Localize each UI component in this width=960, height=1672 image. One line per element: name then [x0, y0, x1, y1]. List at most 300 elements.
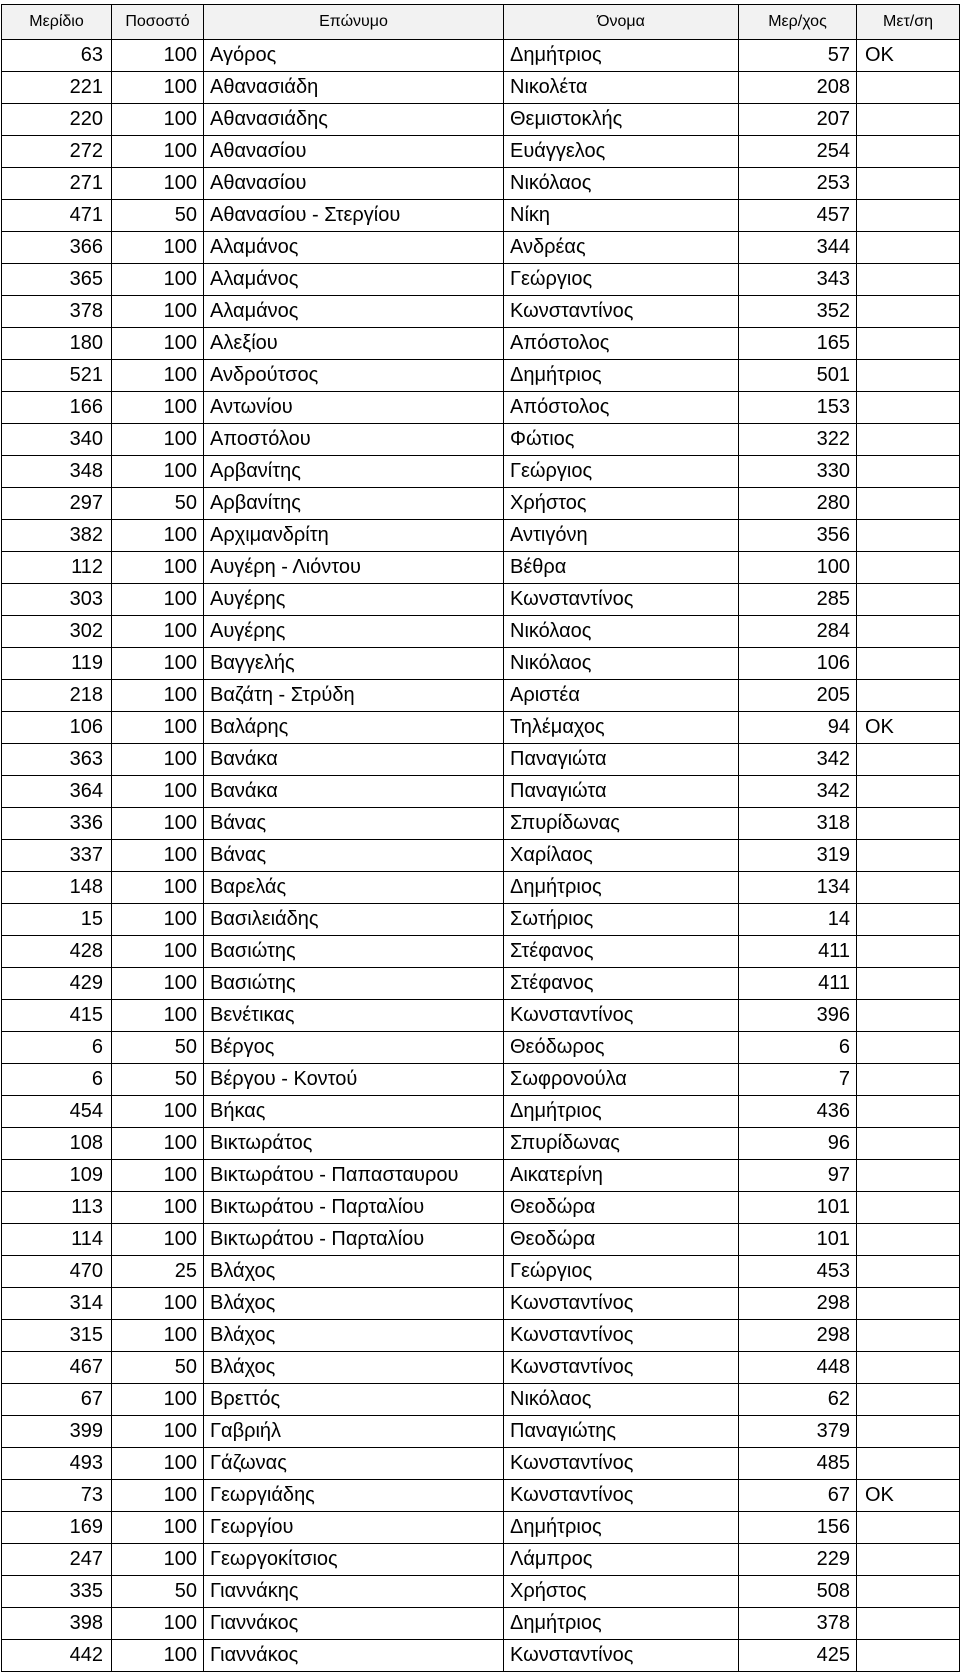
surname-cell: Βικτωράτου - Παρταλίου [204, 1192, 504, 1224]
table-row [2, 776, 960, 808]
share-cell: 364 [2, 776, 112, 808]
first-name-cell: Κωνσταντίνος [504, 1288, 739, 1320]
shareholder-id-cell: 322 [739, 424, 857, 456]
share-cell: 302 [2, 616, 112, 648]
first-name-cell: Κωνσταντίνος [504, 1000, 739, 1032]
percentage-cell: 100 [112, 1480, 204, 1512]
shareholder-id-cell: 284 [739, 616, 857, 648]
percentage-cell: 25 [112, 1256, 204, 1288]
percentage-cell: 100 [112, 40, 204, 72]
surname-cell: Βαγγελής [204, 648, 504, 680]
surname-cell: Βλάχος [204, 1256, 504, 1288]
share-cell: 336 [2, 808, 112, 840]
table-row [2, 200, 960, 232]
table-header-row [2, 5, 960, 40]
percentage-cell: 100 [112, 1544, 204, 1576]
surname-cell: Βικτωράτος [204, 1128, 504, 1160]
share-cell: 297 [2, 488, 112, 520]
table-row [2, 104, 960, 136]
share-cell: 470 [2, 1256, 112, 1288]
shareholder-id-cell: 485 [739, 1448, 857, 1480]
transfer-cell [857, 680, 960, 712]
share-cell: 271 [2, 168, 112, 200]
first-name-cell: Βέθρα [504, 552, 739, 584]
share-cell: 315 [2, 1320, 112, 1352]
shareholder-id-cell: 285 [739, 584, 857, 616]
first-name-cell: Χρήστος [504, 1576, 739, 1608]
surname-cell: Αθανασίου [204, 168, 504, 200]
surname-cell: Βλάχος [204, 1320, 504, 1352]
percentage-cell: 50 [112, 1352, 204, 1384]
transfer-cell [857, 1096, 960, 1128]
header-share: Μερίδιο [2, 5, 112, 40]
share-cell: 6 [2, 1064, 112, 1096]
first-name-cell: Σωτήριος [504, 904, 739, 936]
share-cell: 166 [2, 392, 112, 424]
percentage-cell: 100 [112, 1512, 204, 1544]
share-cell: 220 [2, 104, 112, 136]
percentage-cell: 100 [112, 232, 204, 264]
transfer-cell [857, 360, 960, 392]
percentage-cell: 50 [112, 1064, 204, 1096]
shareholder-id-cell: 378 [739, 1608, 857, 1640]
first-name-cell: Παναγιώτα [504, 776, 739, 808]
surname-cell: Βρεττός [204, 1384, 504, 1416]
transfer-cell [857, 232, 960, 264]
first-name-cell: Νικόλαος [504, 168, 739, 200]
shareholder-id-cell: 62 [739, 1384, 857, 1416]
transfer-cell [857, 1160, 960, 1192]
percentage-cell: 50 [112, 1576, 204, 1608]
shareholder-id-cell: 396 [739, 1000, 857, 1032]
percentage-cell: 100 [112, 424, 204, 456]
transfer-cell [857, 776, 960, 808]
shareholder-id-cell: 508 [739, 1576, 857, 1608]
transfer-cell [857, 488, 960, 520]
table-row [2, 1128, 960, 1160]
table-row [2, 1224, 960, 1256]
transfer-cell [857, 328, 960, 360]
percentage-cell: 100 [112, 808, 204, 840]
transfer-cell [857, 72, 960, 104]
percentage-cell: 100 [112, 1640, 204, 1672]
table-row [2, 1576, 960, 1608]
surname-cell: Αλαμάνος [204, 232, 504, 264]
percentage-cell: 100 [112, 392, 204, 424]
surname-cell: Γεωργοκίτσιος [204, 1544, 504, 1576]
surname-cell: Αγόρος [204, 40, 504, 72]
first-name-cell: Αικατερίνη [504, 1160, 739, 1192]
table-row [2, 680, 960, 712]
first-name-cell: Δημήτριος [504, 1608, 739, 1640]
first-name-cell: Δημήτριος [504, 1512, 739, 1544]
shareholder-id-cell: 379 [739, 1416, 857, 1448]
first-name-cell: Νικόλαος [504, 616, 739, 648]
shareholder-id-cell: 208 [739, 72, 857, 104]
percentage-cell: 100 [112, 584, 204, 616]
share-cell: 365 [2, 264, 112, 296]
first-name-cell: Κωνσταντίνος [504, 296, 739, 328]
shareholder-id-cell: 318 [739, 808, 857, 840]
table-row [2, 968, 960, 1000]
surname-cell: Βανάκα [204, 744, 504, 776]
percentage-cell: 100 [112, 328, 204, 360]
share-cell: 221 [2, 72, 112, 104]
table-row [2, 648, 960, 680]
table-row [2, 1640, 960, 1672]
table-row [2, 936, 960, 968]
table-body [2, 40, 960, 1672]
table-row [2, 328, 960, 360]
table-row [2, 1608, 960, 1640]
first-name-cell: Δημήτριος [504, 872, 739, 904]
first-name-cell: Κωνσταντίνος [504, 1448, 739, 1480]
share-cell: 340 [2, 424, 112, 456]
first-name-cell: Τηλέμαχος [504, 712, 739, 744]
table-row [2, 584, 960, 616]
first-name-cell: Γεώργιος [504, 264, 739, 296]
first-name-cell: Δημήτριος [504, 40, 739, 72]
surname-cell: Αλαμάνος [204, 264, 504, 296]
surname-cell: Βαλάρης [204, 712, 504, 744]
percentage-cell: 100 [112, 1192, 204, 1224]
transfer-cell [857, 1064, 960, 1096]
surname-cell: Αθανασιάδη [204, 72, 504, 104]
surname-cell: Αθανασιάδης [204, 104, 504, 136]
surname-cell: Βικτωράτου - Παρταλίου [204, 1224, 504, 1256]
surname-cell: Βασιώτης [204, 968, 504, 1000]
percentage-cell: 100 [112, 1160, 204, 1192]
shareholder-id-cell: 343 [739, 264, 857, 296]
percentage-cell: 100 [112, 296, 204, 328]
transfer-cell [857, 744, 960, 776]
shareholder-id-cell: 156 [739, 1512, 857, 1544]
shareholder-id-cell: 7 [739, 1064, 857, 1096]
transfer-cell [857, 1512, 960, 1544]
percentage-cell: 100 [112, 680, 204, 712]
share-cell: 493 [2, 1448, 112, 1480]
header-first-name: Όνομα [504, 5, 739, 40]
percentage-cell: 100 [112, 136, 204, 168]
transfer-cell [857, 1000, 960, 1032]
surname-cell: Βάνας [204, 808, 504, 840]
transfer-cell [857, 872, 960, 904]
surname-cell: Βικτωράτου - Παπασταυρου [204, 1160, 504, 1192]
transfer-cell [857, 456, 960, 488]
shareholder-id-cell: 342 [739, 744, 857, 776]
percentage-cell: 100 [112, 168, 204, 200]
percentage-cell: 50 [112, 1032, 204, 1064]
table-row [2, 1000, 960, 1032]
shareholder-id-cell: 298 [739, 1320, 857, 1352]
share-cell: 169 [2, 1512, 112, 1544]
first-name-cell: Γεώργιος [504, 1256, 739, 1288]
first-name-cell: Νικόλαος [504, 1384, 739, 1416]
surname-cell: Βασιώτης [204, 936, 504, 968]
first-name-cell: Στέφανος [504, 936, 739, 968]
transfer-cell: OK [857, 40, 960, 72]
shareholder-id-cell: 96 [739, 1128, 857, 1160]
first-name-cell: Ανδρέας [504, 232, 739, 264]
shareholders-table [1, 4, 960, 1672]
transfer-cell [857, 104, 960, 136]
percentage-cell: 100 [112, 904, 204, 936]
shareholder-id-cell: 101 [739, 1192, 857, 1224]
first-name-cell: Νικολέτα [504, 72, 739, 104]
transfer-cell [857, 904, 960, 936]
first-name-cell: Χαρίλαος [504, 840, 739, 872]
table-row [2, 296, 960, 328]
percentage-cell: 100 [112, 1384, 204, 1416]
table-row [2, 1480, 960, 1512]
table-row [2, 360, 960, 392]
share-cell: 15 [2, 904, 112, 936]
first-name-cell: Κωνσταντίνος [504, 584, 739, 616]
surname-cell: Βανάκα [204, 776, 504, 808]
share-cell: 398 [2, 1608, 112, 1640]
share-cell: 415 [2, 1000, 112, 1032]
table-row [2, 40, 960, 72]
transfer-cell [857, 1320, 960, 1352]
first-name-cell: Κωνσταντίνος [504, 1320, 739, 1352]
share-cell: 114 [2, 1224, 112, 1256]
table-row [2, 872, 960, 904]
percentage-cell: 100 [112, 1096, 204, 1128]
surname-cell: Βέργος [204, 1032, 504, 1064]
shareholder-id-cell: 501 [739, 360, 857, 392]
share-cell: 337 [2, 840, 112, 872]
transfer-cell [857, 552, 960, 584]
first-name-cell: Δημήτριος [504, 1096, 739, 1128]
first-name-cell: Ευάγγελος [504, 136, 739, 168]
first-name-cell: Θεμιστοκλής [504, 104, 739, 136]
share-cell: 428 [2, 936, 112, 968]
share-cell: 67 [2, 1384, 112, 1416]
transfer-cell: OK [857, 712, 960, 744]
percentage-cell: 100 [112, 1288, 204, 1320]
first-name-cell: Κωνσταντίνος [504, 1480, 739, 1512]
percentage-cell: 100 [112, 616, 204, 648]
share-cell: 442 [2, 1640, 112, 1672]
table-row [2, 72, 960, 104]
percentage-cell: 100 [112, 1608, 204, 1640]
shareholder-id-cell: 319 [739, 840, 857, 872]
transfer-cell [857, 1192, 960, 1224]
share-cell: 218 [2, 680, 112, 712]
first-name-cell: Θεοδώρα [504, 1224, 739, 1256]
transfer-cell [857, 392, 960, 424]
shareholder-id-cell: 411 [739, 936, 857, 968]
share-cell: 378 [2, 296, 112, 328]
header-transfer: Μετ/ση [857, 5, 960, 40]
table-row [2, 456, 960, 488]
percentage-cell: 100 [112, 72, 204, 104]
surname-cell: Βαρελάς [204, 872, 504, 904]
transfer-cell [857, 936, 960, 968]
transfer-cell [857, 424, 960, 456]
share-cell: 113 [2, 1192, 112, 1224]
transfer-cell [857, 1416, 960, 1448]
share-cell: 119 [2, 648, 112, 680]
shareholder-id-cell: 425 [739, 1640, 857, 1672]
table-row [2, 1384, 960, 1416]
surname-cell: Βασιλειάδης [204, 904, 504, 936]
table-row [2, 1544, 960, 1576]
table-row [2, 744, 960, 776]
first-name-cell: Αριστέα [504, 680, 739, 712]
first-name-cell: Γεώργιος [504, 456, 739, 488]
surname-cell: Γάζωνας [204, 1448, 504, 1480]
shareholder-id-cell: 101 [739, 1224, 857, 1256]
percentage-cell: 100 [112, 1448, 204, 1480]
table-row [2, 1512, 960, 1544]
first-name-cell: Απόστολος [504, 392, 739, 424]
shareholder-id-cell: 229 [739, 1544, 857, 1576]
percentage-cell: 100 [112, 264, 204, 296]
transfer-cell [857, 136, 960, 168]
percentage-cell: 100 [112, 552, 204, 584]
share-cell: 363 [2, 744, 112, 776]
transfer-cell: OK [857, 1480, 960, 1512]
surname-cell: Αυγέρης [204, 584, 504, 616]
transfer-cell [857, 1288, 960, 1320]
shareholder-id-cell: 298 [739, 1288, 857, 1320]
percentage-cell: 100 [112, 456, 204, 488]
first-name-cell: Θεόδωρος [504, 1032, 739, 1064]
surname-cell: Ανδρούτσος [204, 360, 504, 392]
shareholder-id-cell: 411 [739, 968, 857, 1000]
transfer-cell [857, 1576, 960, 1608]
table-row [2, 168, 960, 200]
surname-cell: Βήκας [204, 1096, 504, 1128]
header-percentage: Ποσοστό [112, 5, 204, 40]
percentage-cell: 100 [112, 360, 204, 392]
share-cell: 148 [2, 872, 112, 904]
surname-cell: Γιαννάκος [204, 1608, 504, 1640]
first-name-cell: Απόστολος [504, 328, 739, 360]
percentage-cell: 100 [112, 104, 204, 136]
shareholder-id-cell: 153 [739, 392, 857, 424]
surname-cell: Αποστόλου [204, 424, 504, 456]
surname-cell: Αυγέρης [204, 616, 504, 648]
percentage-cell: 100 [112, 648, 204, 680]
transfer-cell [857, 1608, 960, 1640]
first-name-cell: Κωνσταντίνος [504, 1640, 739, 1672]
table-row [2, 488, 960, 520]
table-row [2, 904, 960, 936]
share-cell: 180 [2, 328, 112, 360]
share-cell: 6 [2, 1032, 112, 1064]
surname-cell: Βάνας [204, 840, 504, 872]
shareholder-id-cell: 352 [739, 296, 857, 328]
transfer-cell [857, 168, 960, 200]
shareholder-id-cell: 67 [739, 1480, 857, 1512]
first-name-cell: Σωφρονούλα [504, 1064, 739, 1096]
transfer-cell [857, 200, 960, 232]
share-cell: 112 [2, 552, 112, 584]
shareholder-id-cell: 14 [739, 904, 857, 936]
table-row [2, 1288, 960, 1320]
share-cell: 303 [2, 584, 112, 616]
surname-cell: Αλεξίου [204, 328, 504, 360]
first-name-cell: Κωνσταντίνος [504, 1352, 739, 1384]
transfer-cell [857, 840, 960, 872]
first-name-cell: Σπυρίδωνας [504, 808, 739, 840]
table-row [2, 1448, 960, 1480]
table-row [2, 808, 960, 840]
table-row [2, 616, 960, 648]
surname-cell: Αθανασίου - Στεργίου [204, 200, 504, 232]
table-row [2, 552, 960, 584]
share-cell: 63 [2, 40, 112, 72]
percentage-cell: 100 [112, 936, 204, 968]
shareholder-id-cell: 134 [739, 872, 857, 904]
surname-cell: Βαζάτη - Στρύδη [204, 680, 504, 712]
shareholder-id-cell: 205 [739, 680, 857, 712]
share-cell: 73 [2, 1480, 112, 1512]
table-row [2, 136, 960, 168]
table-row [2, 1032, 960, 1064]
shareholder-id-cell: 280 [739, 488, 857, 520]
percentage-cell: 100 [112, 968, 204, 1000]
shareholder-id-cell: 94 [739, 712, 857, 744]
first-name-cell: Χρήστος [504, 488, 739, 520]
shareholder-id-cell: 457 [739, 200, 857, 232]
surname-cell: Αυγέρη - Λιόντου [204, 552, 504, 584]
share-cell: 399 [2, 1416, 112, 1448]
surname-cell: Αρβανίτης [204, 488, 504, 520]
first-name-cell: Θεοδώρα [504, 1192, 739, 1224]
percentage-cell: 50 [112, 200, 204, 232]
table-row [2, 840, 960, 872]
share-cell: 382 [2, 520, 112, 552]
percentage-cell: 100 [112, 1416, 204, 1448]
first-name-cell: Δημήτριος [504, 360, 739, 392]
first-name-cell: Σπυρίδωνας [504, 1128, 739, 1160]
surname-cell: Αντωνίου [204, 392, 504, 424]
transfer-cell [857, 1032, 960, 1064]
transfer-cell [857, 968, 960, 1000]
table-row [2, 232, 960, 264]
first-name-cell: Παναγιώτα [504, 744, 739, 776]
table-row [2, 1416, 960, 1448]
share-cell: 429 [2, 968, 112, 1000]
surname-cell: Γεωργιάδης [204, 1480, 504, 1512]
surname-cell: Γιαννάκης [204, 1576, 504, 1608]
surname-cell: Βλάχος [204, 1288, 504, 1320]
shareholder-id-cell: 254 [739, 136, 857, 168]
transfer-cell [857, 1128, 960, 1160]
percentage-cell: 100 [112, 1320, 204, 1352]
table-row [2, 1096, 960, 1128]
transfer-cell [857, 264, 960, 296]
first-name-cell: Φώτιος [504, 424, 739, 456]
transfer-cell [857, 1256, 960, 1288]
shareholder-id-cell: 356 [739, 520, 857, 552]
percentage-cell: 100 [112, 840, 204, 872]
table-row [2, 1064, 960, 1096]
percentage-cell: 100 [112, 1000, 204, 1032]
percentage-cell: 100 [112, 520, 204, 552]
transfer-cell [857, 648, 960, 680]
surname-cell: Βενέτικας [204, 1000, 504, 1032]
share-cell: 471 [2, 200, 112, 232]
share-cell: 335 [2, 1576, 112, 1608]
surname-cell: Αθανασίου [204, 136, 504, 168]
percentage-cell: 50 [112, 488, 204, 520]
transfer-cell [857, 520, 960, 552]
surname-cell: Αλαμάνος [204, 296, 504, 328]
